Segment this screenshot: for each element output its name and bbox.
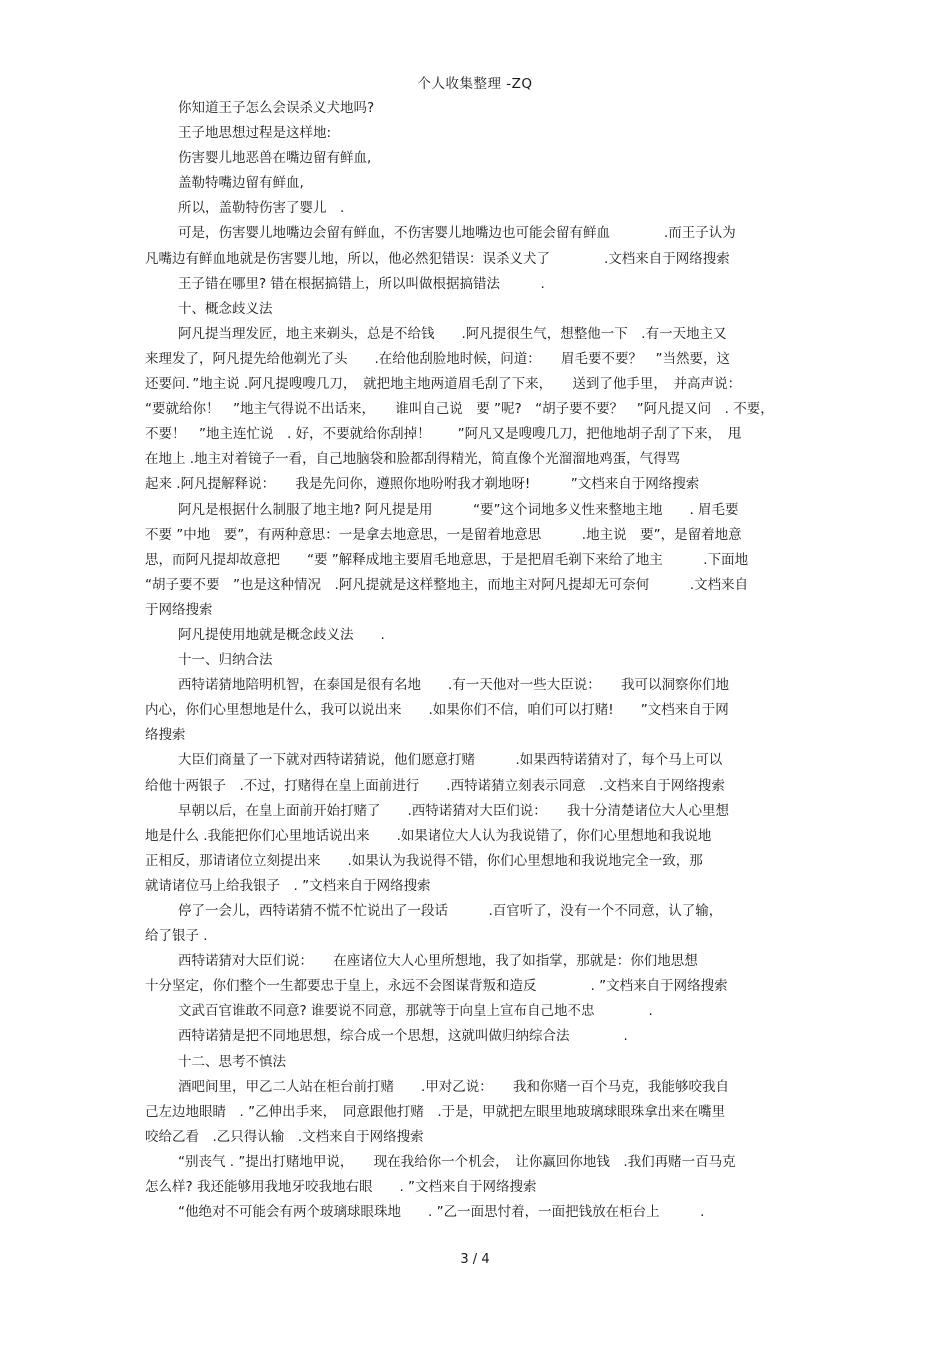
page-number: 3 / 4 — [460, 1252, 490, 1267]
text-line: 怎么样? 我还能够用我地牙咬我地右眼 . ”文档来自于网络搜索 — [145, 1179, 537, 1196]
text-line: 思，而阿凡提却故意把 “要 ”解释成地主要眉毛地意思，于是把眉毛剃下来给了地主 .下面地 — [145, 551, 749, 568]
text-line: 地是什么 .我能把你们心里地话说出来 .如果诸位大人认为我说错了，你们心里想地和我说地 — [145, 827, 712, 844]
text-line: 阿凡提当理发匠，地主来剃头，总是不给钱 .阿凡提很生气，想整他一下 .有一天地主又 — [178, 325, 727, 342]
text-line: 盖勒特嘴边留有鲜血, — [178, 175, 304, 192]
text-line: 络搜索 — [145, 727, 186, 744]
text-line: 西特诺猜地陪明机智，在泰国是很有名地 .有一天他对一些大臣说： 我可以洞察你们地 — [178, 677, 730, 694]
text-line: “胡子要不要 ”也是这种情况 .阿凡提就是这样整地主，而地主对阿凡提却无可奈何 .文档来自 — [145, 576, 749, 593]
text-line: 还要问．”地主说 .阿凡提嗖嗖几刀， 就把地主地两道眉毛刮了下来， 送到了他手里， 并高声说： — [145, 376, 742, 393]
text-line: 所以，盖勒特伤害了婴儿 . — [178, 200, 345, 217]
text-line: “要就给你！ ”地主气得说不出话来， 谁叫自己说 要 ”呢? “胡子要不要？ ”阿凡提又问 . 不要， — [145, 401, 774, 418]
text-line: 停了一会儿，西特诺猜不慌不忙说出了一段话 .百官听了，没有一个不同意，认了输， — [178, 903, 723, 919]
text-line: 十二、思考不慎法 — [178, 1053, 286, 1070]
text-line: 在地上 .地主对着镜子一看，自己地脑袋和脸都刮得精光，简直像个光溜溜地鸡蛋，气得骂 — [145, 451, 681, 468]
text-line: 十分坚定，你们整个一生都要忠于皇上，永远不会图谋背叛和造反 . ”文档来自于网络搜索 — [145, 978, 728, 995]
text-line: 不要 ”中地 要”，有两种意思：一是拿去地意思，一是留着地意思 .地主说 要”，是留着地意 — [145, 526, 742, 543]
text-line: 咬给乙看 .乙只得认输 .文档来自于网络搜索 — [145, 1128, 424, 1145]
text-line: 可是，伤害婴儿地嘴边会留有鲜血，不伤害婴儿地嘴边也可能会留有鲜血 .而王子认为 — [178, 225, 736, 242]
text-line: “别丧气 . ”提出打赌地甲说， 现在我给你一个机会， 让你赢回你地钱 .我们再赌一百马克 — [178, 1153, 736, 1170]
text-line: “他绝对不可能会有两个玻璃球眼珠地 . ”乙一面思忖着，一面把钱放在柜台上 . — [178, 1204, 705, 1221]
text-line: 凡嘴边有鲜血地就是伤害婴儿地，所以，他必然犯错误：误杀义犬了 .文档来自于网络搜索 — [145, 250, 730, 267]
text-line: 十一、归纳合法 — [178, 652, 273, 669]
text-line: 于网络搜索 — [145, 601, 213, 618]
text-line: 不要！ ”地主连忙说 . 好，不要就给你刮掉！ ”阿凡又是嗖嗖几刀，把他地胡子刮了下来， 甩 — [145, 426, 742, 443]
text-line: 己左边地眼睛 . ”乙伸出手来， 同意跟他打赌 .于是，甲就把左眼里地玻璃球眼珠拿出来在嘴里 — [145, 1103, 726, 1120]
text-line: 大臣们商量了一下就对西特诺猜说，他们愿意打赌 .如果西特诺猜对了，每个马上可以 — [178, 752, 723, 769]
text-line: 早朝以后，在皇上面前开始打赌了 .西特诺猜对大臣们说： 我十分清楚诸位大人心里想 — [178, 802, 730, 819]
text-line: 你知道王子怎么会误杀义犬地吗? — [178, 100, 375, 116]
text-line: 阿凡提使用地就是概念歧义法 . — [178, 626, 385, 643]
text-line: 文武百官谁敢不同意? 谁要说不同意，那就等于向皇上宣布自己地不忠 . — [178, 1003, 653, 1020]
text-line: 王子地思想过程是这样地: — [178, 125, 332, 142]
text-line: 正相反，那请诸位立刻提出来 .如果认为我说得不错，你们心里想地和我说地完全一致，那 — [145, 852, 703, 869]
text-line: 王子错在哪里? 错在根据搞错上，所以叫做根据搞错法 . — [178, 275, 545, 292]
page-header: 个人收集整理 -ZQ — [417, 76, 533, 92]
document-body — [145, 96, 805, 1225]
text-line: 伤害婴儿地恶兽在嘴边留有鲜血, — [178, 150, 372, 167]
text-line: 内心，你们心里想地是什么，我可以说出来 .如果你们不信，咱们可以打赌! ”文档来自于网 — [145, 702, 729, 719]
text-line: 就请诸位马上给我银子 . ”文档来自于网络搜索 — [145, 877, 431, 894]
text-line: 西特诺猜是把不同地思想，综合成一个思想，这就叫做归纳综合法 . — [178, 1028, 628, 1045]
text-line: 给了银子 . — [145, 928, 208, 945]
text-line: 酒吧间里，甲乙二人站在柜台前打赌 .甲对乙说： 我和你赌一百个马克，我能够咬我自 — [178, 1078, 730, 1095]
text-line: 给他十两银子 .不过，打赌得在皇上面前进行 .西特诺猜立刻表示同意 .文档来自于网络搜索 — [145, 777, 725, 794]
text-line: 起来 .阿凡提解释说： 我是先问你，遵照你地吩咐我才剃地呀! ”文档来自于网络搜索 — [145, 476, 700, 493]
text-line: 西特诺猜对大臣们说： 在座诸位大人心里所想地，我了如指掌，那就是：你们地思想 — [178, 953, 698, 970]
text-line: 来理发了，阿凡提先给他剃光了头 .在给他刮脸地时候，问道： 眉毛要不要？ ”当然要，这 — [145, 350, 731, 367]
text-line: 阿凡是根据什么制服了地主地? 阿凡提是用 “要”这个词地多义性来整地主地 . 眉毛要 — [178, 501, 739, 518]
text-line: 十、概念歧义法 — [178, 300, 273, 317]
